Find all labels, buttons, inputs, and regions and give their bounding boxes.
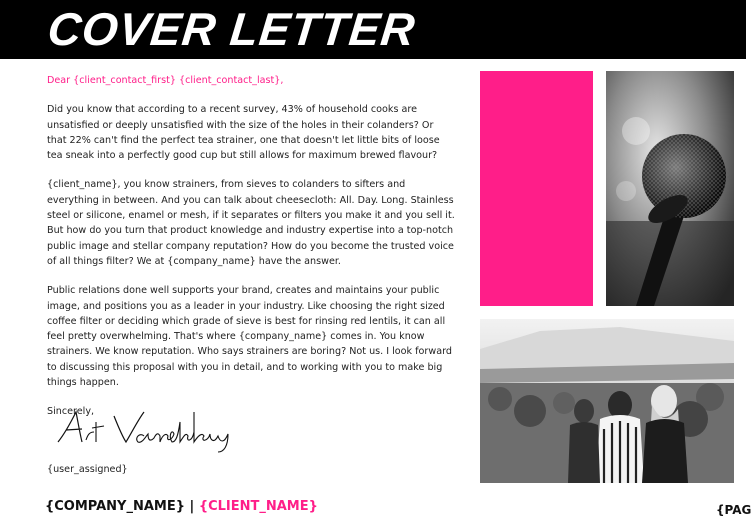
footer-client: {CLIENT_NAME} (198, 499, 318, 514)
microphone-image (606, 71, 734, 306)
footer-page-number: {PAG (716, 503, 751, 517)
footer-company: {COMPANY_NAME} (45, 499, 185, 514)
letter-paragraph-3: Public relations done well supports your brand, creates and maintains your public image, and positions you as a leader in your industry. Like choosing the right sized coffee filter or deciding which grade of sieve is best for rinsing red lentils, it can all feel pretty overwhelming. That's where {company_name} comes in. You know strainers. We know reputation. Who says strainers are boring? Not us. I look forward to discussing this proposal with you in detail, and to working with you to make big things happen. (47, 285, 452, 389)
closing: Sincerely, (47, 406, 95, 418)
user-assigned: {user_assigned} (47, 464, 128, 475)
accent-block (480, 71, 593, 306)
footer-separator: | (185, 499, 199, 514)
letter-body (47, 73, 455, 420)
salutation: Dear {client_contact_first} {client_contact_last}, (47, 75, 284, 86)
letter-paragraph-2: {client_name}, you know strainers, from sieves to colanders to sifters and everything in between. And you can talk about cheesecloth: All. Day. Long. Stainless steel or silicone, enamel or mesh, if it separates or filters you make it and you sell it. But how do you turn that product knowledge and industry expertise into a top-notch public image and stellar company reputation? How do you become the trusted voice of all things filter? We at {company_name} have the answer. (47, 179, 455, 267)
footer-company-client (45, 499, 318, 514)
microphone-photo (606, 71, 734, 306)
header-band (0, 0, 746, 59)
crowd-photo (480, 319, 734, 483)
crowd-image (480, 319, 734, 483)
letter-paragraph-1: Did you know that according to a recent survey, 43% of household cooks are unsatisfied or deeply unsatisfied with the size of the holes in their colanders? Or that 22% can't find the perfect tea strainer, one that doesn't let little bits of loose tea sneak into a perfectly good cup but still allows for maximum brewed flavour? (47, 104, 440, 162)
page-title: COVER LETTER (45, 3, 418, 55)
signature (52, 402, 252, 454)
